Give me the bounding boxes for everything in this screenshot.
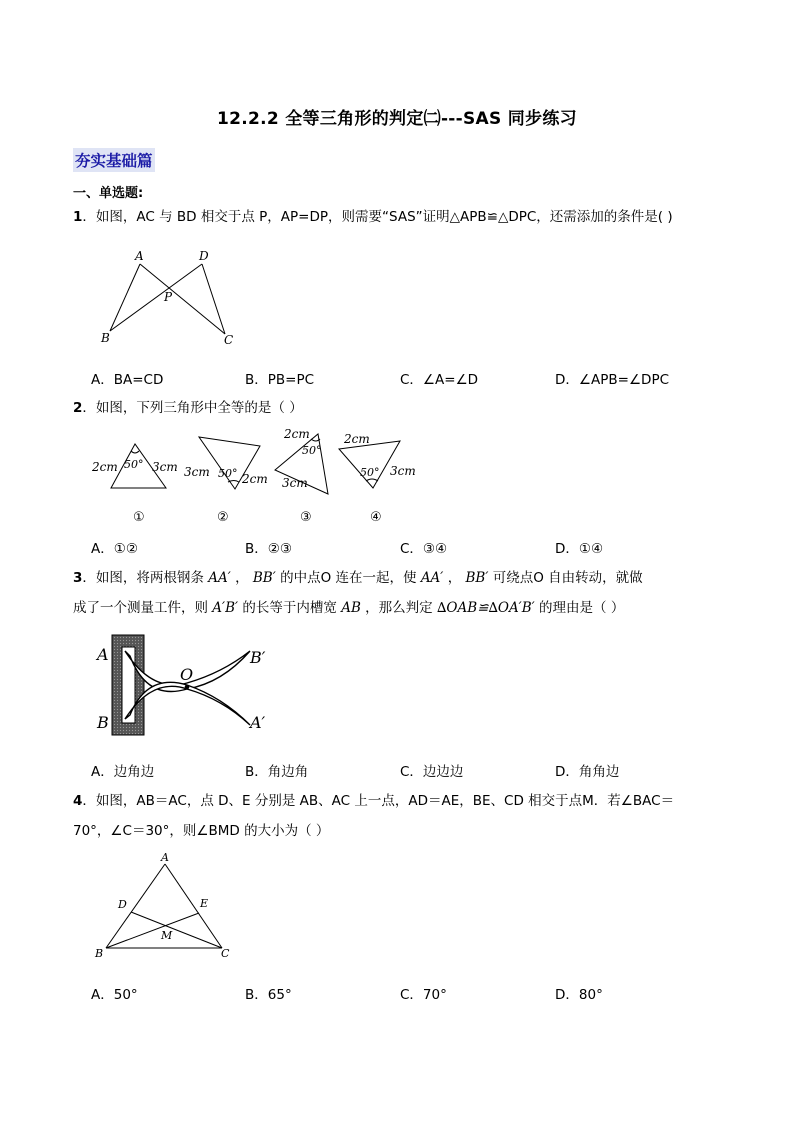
label-circle-3: ③ (300, 510, 312, 525)
label-b: B (97, 713, 109, 732)
label-d: D (199, 249, 209, 263)
question-number: 4 (73, 793, 83, 809)
q4-option-b[interactable]: B．65° (245, 987, 292, 1003)
math-bb-prime: BB′ (465, 570, 489, 586)
label-circle-4: ④ (370, 510, 382, 525)
q3-text-part: ， (235, 570, 249, 586)
segment-cd (131, 912, 222, 948)
t4-angle: 50° (360, 466, 380, 479)
t4-side-top: 2cm (344, 432, 370, 446)
segment-bd (110, 264, 202, 331)
question-body: ．如图，下列三角形中全等的是（ ） (82, 400, 303, 416)
inner-slot (122, 647, 135, 723)
math-ab: AB (341, 600, 361, 616)
q4-option-c[interactable]: C．70° (400, 987, 447, 1003)
q3-option-b[interactable]: B．角边角 (245, 764, 309, 780)
t1-angle: 50° (124, 458, 144, 471)
t1-side-right: 3cm (152, 460, 178, 474)
question-4-line-2: 70°，∠C＝30°，则∠BMD 的大小为（ ） (73, 823, 330, 839)
t4-side-right: 3cm (390, 464, 416, 478)
segment-ac (165, 864, 222, 948)
segment-ac (140, 264, 225, 334)
q3-text-part: 可绕点O 自由转动，就做 (492, 570, 643, 586)
q3-text-part: 的中点O 连在一起，使 (280, 570, 417, 586)
pivot-point (185, 685, 190, 690)
label-circle-1: ① (133, 510, 145, 525)
math-ab-prime: A′B′ (212, 600, 239, 616)
q2-option-c[interactable]: C．③④ (400, 541, 448, 557)
q3-option-c[interactable]: C．边边边 (400, 764, 464, 780)
q3-option-a[interactable]: A．边角边 (91, 764, 155, 780)
math-aa-prime: AA′ (208, 570, 231, 586)
t3-side-top: 2cm (284, 427, 310, 441)
figure-isosceles-triangle (92, 850, 242, 962)
q3-text-part: 成了一个测量工件，则 (73, 600, 208, 616)
q1-option-c[interactable]: C．∠A=∠D (400, 372, 479, 388)
q3-text-part: 的长等于内槽宽 (242, 600, 337, 616)
label-a: A (161, 851, 169, 864)
segment-ab (110, 264, 140, 331)
t2-angle: 50° (218, 467, 238, 480)
question-number: 1 (73, 209, 83, 225)
math-congruence: ∆OAB≌∆OA′B′ (436, 600, 535, 616)
q2-option-d[interactable]: D．①④ (555, 541, 604, 557)
question-2-text (73, 397, 303, 419)
label-a: A (97, 645, 109, 664)
label-o: O (180, 665, 194, 684)
q4-option-d[interactable]: D．80° (555, 987, 603, 1003)
label-circle-2: ② (217, 510, 229, 525)
figure-measuring-tool (92, 633, 282, 738)
math-bb-prime: BB′ (252, 570, 276, 586)
t2-side-left: 3cm (184, 465, 210, 479)
segment-dc (202, 264, 225, 334)
question-1-text (73, 206, 673, 228)
q3-text-part: ．如图，将两根钢条 (82, 570, 204, 586)
label-m: M (161, 929, 173, 942)
question-3-line-2 (73, 597, 733, 619)
subsection-heading: 一、单选题: (73, 186, 144, 201)
label-c: C (221, 947, 230, 960)
question-body: ．如图，AB＝AC，点 D、E 分别是 AB、AC 上一点，AD＝AE，BE、CD 相交于点M．若∠BAC＝ (82, 793, 675, 809)
q4-option-a[interactable]: A．50° (91, 987, 138, 1003)
label-p: P (164, 290, 173, 304)
q2-option-b[interactable]: B．②③ (245, 541, 292, 557)
q3-text-part: ， (447, 570, 462, 586)
segment-ab (106, 864, 165, 948)
t3-side-bottom: 3cm (282, 476, 308, 490)
q3-option-d[interactable]: D．角角边 (555, 764, 620, 780)
q1-option-b[interactable]: B．PB=PC (245, 372, 315, 388)
q3-text-part: 的理由是（ ） (539, 600, 625, 616)
label-a: A (135, 249, 144, 263)
question-body: ．如图，AC 与 BD 相交于点 P，AP=DP，则需要“SAS”证明△APB≌△DPC，还需添加的条件是( ) (82, 209, 673, 225)
question-number: 2 (73, 400, 83, 416)
q1-option-a[interactable]: A．BA=CD (91, 372, 164, 388)
label-c: C (224, 333, 234, 347)
q3-text-part: ，那么判定 (365, 600, 433, 616)
label-b: B (101, 331, 110, 345)
t2-side-right: 2cm (242, 472, 268, 486)
t1-side-left: 2cm (92, 460, 118, 474)
page-title: 12.2.2 全等三角形的判定㈡---SAS 同步练习 (217, 109, 577, 129)
label-b-prime: B′ (250, 648, 266, 667)
label-a-prime: A′ (250, 713, 266, 732)
question-4-line-1 (73, 790, 733, 812)
q2-option-a[interactable]: A．①② (91, 541, 138, 557)
segment-be (106, 913, 199, 948)
question-number: 3 (73, 570, 83, 586)
figure-intersecting-lines (95, 244, 245, 349)
label-b: B (95, 947, 104, 960)
math-aa-prime: AA′ (420, 570, 444, 586)
q1-option-d[interactable]: D．∠APB=∠DPC (555, 372, 670, 388)
section-heading: 夯实基础篇 (73, 148, 155, 172)
label-e: E (200, 897, 209, 910)
question-3-line-1 (73, 567, 733, 589)
label-d: D (118, 898, 127, 911)
t3-angle: 50° (302, 444, 322, 457)
